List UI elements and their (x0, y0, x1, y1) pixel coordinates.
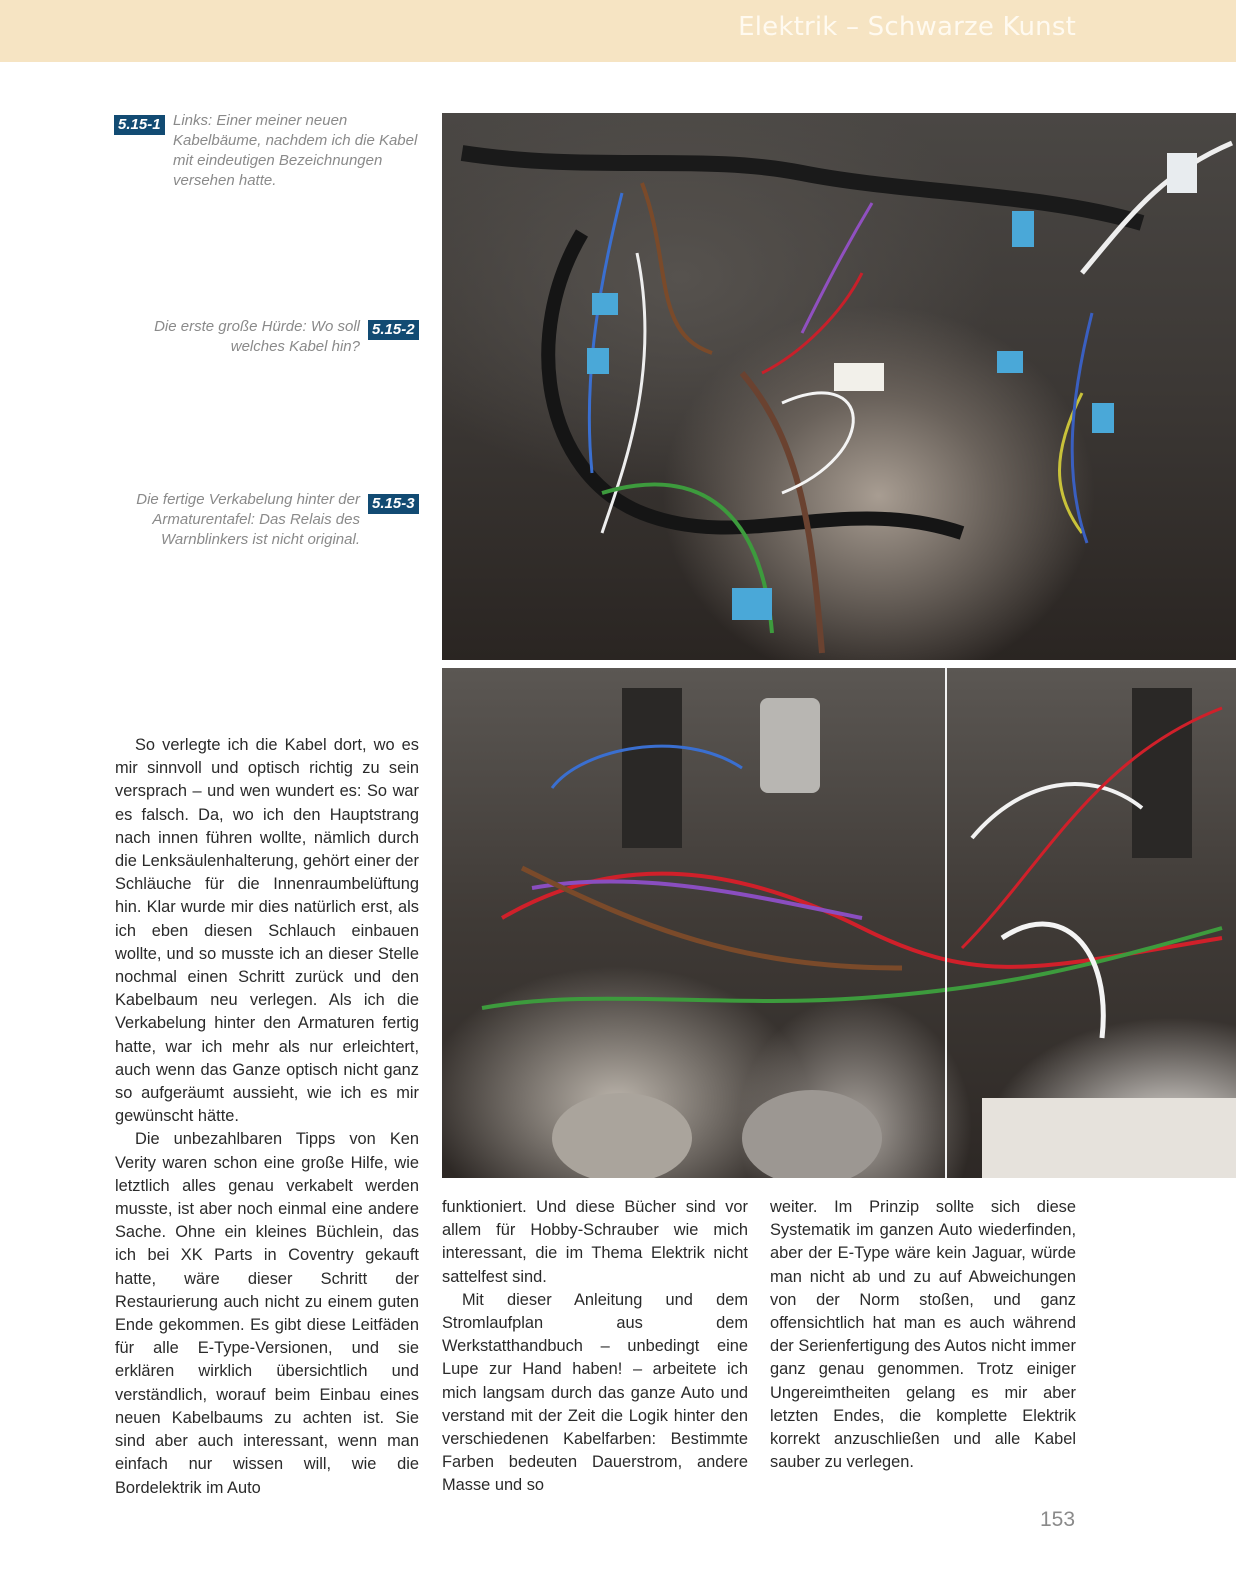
running-header (0, 0, 1236, 62)
paragraph: weiter. Im Prinzip sollte sich diese Systematik im ganzen Auto wiederfinden, aber der E-Type wäre kein Jaguar, würde man nicht ab und zu auf Abweichungen von der Norm stoßen, und ganz offensichtlich hat man es auch während der Serienfertigung des Autos nicht immer ganz genau genommen. Trotz einiger Ungereimtheiten gelang es mir aber letzten Endes, die komplette Elektrik korrekt anzuschließen und alle Kabel sauber zu verlegen. (770, 1198, 1076, 1472)
wire-white-2 (782, 393, 853, 493)
page-number: 153 (1040, 1508, 1076, 1531)
figure-label-5-15-3: 5.15-3 (368, 494, 419, 514)
switch-bank-right (1132, 688, 1192, 858)
blue-tape (592, 293, 618, 315)
wire-white (972, 784, 1142, 838)
wiring-harness-photo (442, 113, 1236, 660)
blue-tape (1092, 403, 1114, 433)
blue-tape (997, 351, 1023, 373)
figure-caption-5-15-1: Links: Einer meiner neuen Kabelbäume, nachdem ich die Kabel mit eindeutigen Bezeichnungen versehen hatte. (173, 112, 418, 189)
figure-caption-5-15-3: Die fertige Verkabelung hinter der Armaturentafel: Das Relais des Warnblinkers ist nicht original. (136, 491, 360, 548)
body-column-2 (442, 1196, 748, 1498)
figure-label-5-15-1: 5.15-1 (114, 115, 165, 135)
white-label (834, 363, 884, 391)
wiring-illustration (442, 113, 1236, 660)
switch-bank (622, 688, 682, 848)
blue-tape (732, 588, 772, 620)
body-column-3 (770, 1196, 1076, 1474)
blue-tape (1012, 211, 1034, 247)
figure-caption-5-15-2: Die erste große Hürde: Wo soll welches Kabel hin? (154, 318, 360, 355)
chapter-title: Elektrik – Schwarze Kunst (738, 12, 1076, 42)
paragraph: Mit dieser Anleitung und dem Stromlaufplan aus dem Werkstatthandbuch – unbedingt eine Lupe zur Hand haben! – arbeitete ich mich langsam durch das ganze Auto und verstand mit der Zeit die Logik hinter den verschiedenen Kabelfarben: Bestimmte Farben bedeuten Dauerstrom, andere Masse und so (442, 1290, 748, 1495)
body-column-1 (115, 734, 419, 1500)
wiring-illustration-2 (442, 668, 1236, 1178)
sticker (982, 1098, 1236, 1178)
wire-brown (642, 183, 712, 353)
harness-loop (548, 233, 962, 533)
photo-divider (945, 668, 947, 1178)
paragraph: Die unbezahlbaren Tipps von Ken Verity waren schon eine große Hilfe, wie letztlich alles genau verkabelt werden musste, ist aber noch einmal eine andere Sache. Ohne ein kleines Büchlein, das ich bei XK Parts in Coventry gekauft hatte, wäre dieser Schritt der Restaurierung auch nicht zu einem guten Ende gekommen. Es gibt diese Leitfäden für alle E-Type-Versionen, und sie erklären wirklich übersichtlich und verständlich, worauf beim Einbau eines neuen Kabelbaums zu achten ist. Sie sind aber auch interessant, wenn man einfach nur wissen will, wie die Bordelektrik im Auto (115, 1130, 419, 1497)
wire-red (502, 874, 1222, 967)
harness-black (462, 153, 1142, 223)
figure-label-5-15-2: 5.15-2 (368, 320, 419, 340)
gauge-left (552, 1093, 692, 1178)
paragraph: So verlegte ich die Kabel dort, wo es mir sinnvoll und optisch richtig zu sein versprach – und wen wundert es: So war es falsch. Da, wo ich den Hauptstrang nach innen führen wollte, nämlich durch die Lenksäulenhalterung, gehört einer der Schläuche für die Innenraumbelüftung hin. Klar wurde mir dies natürlich erst, als ich eben diesen Schlauch einbauen wollte, und so musste ich an dieser Stelle nochmal einen Schritt zurück und den Kabelbaum neu verlegen. Als ich die Verkabelung hinter den Armaturen fertig hatte, war ich mehr als nur erleichtert, auch wenn das Ganze optisch nicht ganz so aufgeräumt aussieht, wie ich es mir gewünscht hätte. (115, 736, 419, 1126)
wire-purple (532, 881, 862, 918)
blue-tape (587, 348, 609, 374)
paragraph: funktioniert. Und diese Bücher sind vor allem für Hobby-Schrauber wie mich interessant, die im Thema Elektrik nicht sattelfest sind. (442, 1198, 748, 1286)
relay (760, 698, 820, 793)
finished-wiring-photo (442, 668, 1236, 1178)
wire-blue-right (1072, 313, 1092, 543)
white-tape (1167, 153, 1197, 193)
gauge-center (742, 1090, 882, 1178)
wire-red (762, 273, 862, 373)
wire-blue (589, 193, 622, 473)
